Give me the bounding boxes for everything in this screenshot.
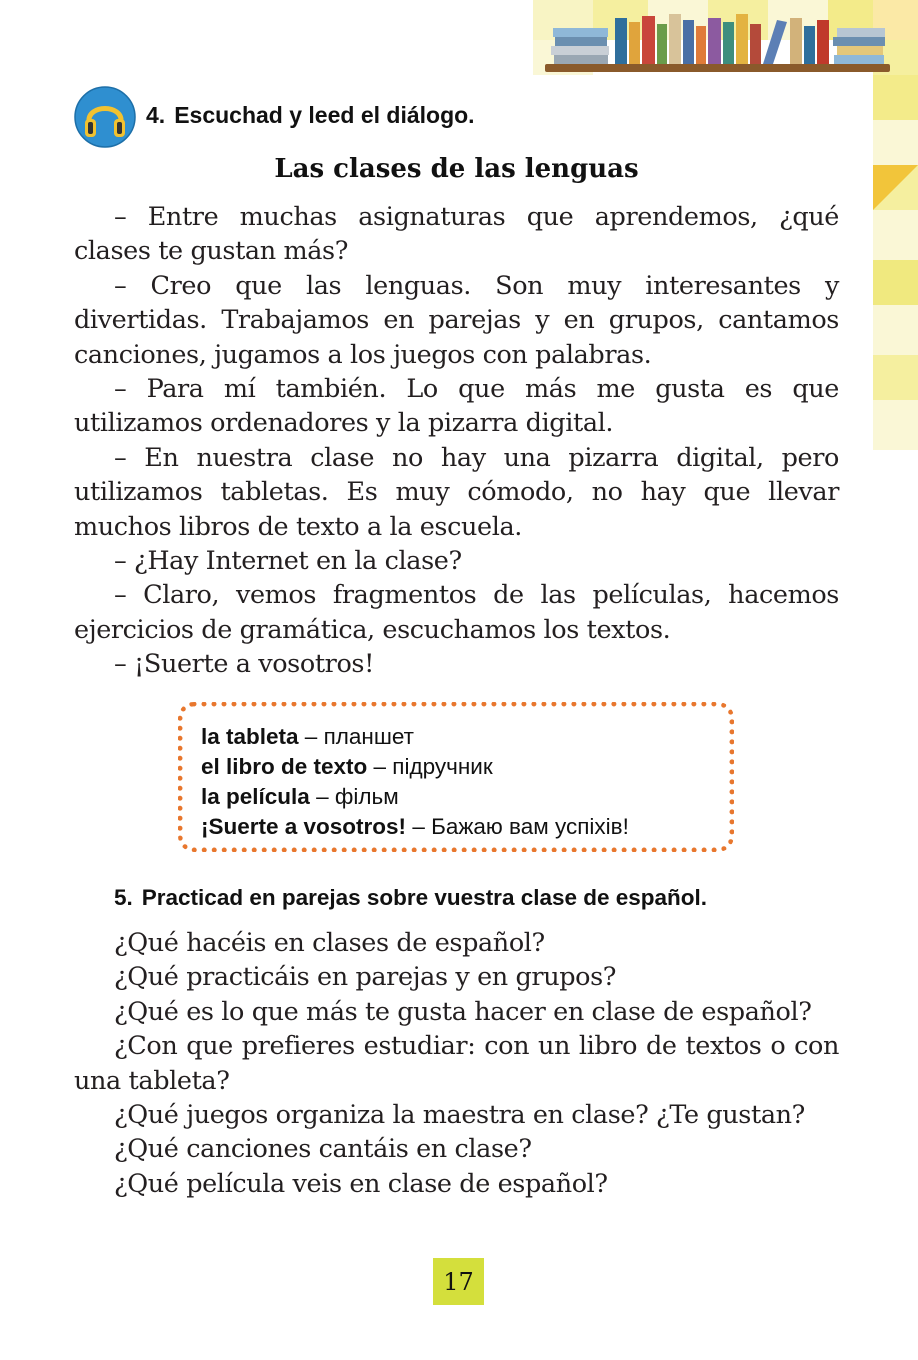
vocab-translation: – підручник [367, 754, 493, 779]
question: ¿Qué juegos organiza la maestra en clase? ¿Te gustan? [114, 1100, 805, 1131]
dialog-line: – ¿Hay Internet en la clase? [114, 546, 462, 577]
task-instruction: Escuchad y leed el diálogo. [174, 102, 475, 128]
dialog-title: Las clases de las lenguas [274, 154, 639, 184]
task-number: 5. [114, 885, 133, 910]
question: ¿Qué canciones cantáis en clase? [114, 1134, 532, 1165]
vocab-entry [201, 782, 729, 812]
dialog-line: – Para mí también. Lo que más me gusta es que utilizamos ordenadores y la pizarra digital. [74, 374, 839, 439]
page-number: 17 [433, 1258, 484, 1305]
vocab-translation: – фільм [309, 784, 399, 809]
dialog-line: – Creo que las lenguas. Son muy interesantes y divertidas. Trabajamos en parejas y en grupos, cantamos canciones, jugamos a los juegos con palabras. [74, 270, 839, 370]
dialog-line: – Claro, vemos fragmentos de las películas, hacemos ejercicios de gramática, escuchamos los textos. [74, 580, 839, 645]
headphones-icon[interactable] [74, 86, 136, 148]
vocab-term: la tableta [201, 724, 299, 749]
vocab-term: la película [201, 784, 310, 809]
task-5-heading [114, 885, 707, 911]
question: ¿Qué película veis en clase de español? [114, 1168, 608, 1199]
question-list [74, 926, 839, 1201]
vocab-translation: – планшет [298, 724, 414, 749]
task-4-heading [146, 102, 475, 129]
bookshelf-illustration [545, 8, 890, 74]
dialog-line: – Entre muchas asignaturas que aprendemos, ¿qué clases te gustan más? [74, 202, 839, 267]
vocab-term: ¡Suerte a vosotros! [201, 814, 407, 839]
dialog-line: – ¡Suerte a vosotros! [114, 649, 374, 680]
dialog-text [74, 200, 839, 682]
question: ¿Qué es lo que más te gusta hacer en clase de español? [114, 996, 812, 1027]
task-instruction: Practicad en parejas sobre vuestra clase de español. [141, 885, 708, 910]
vocab-translation: – Бажаю вам успіхів! [406, 814, 629, 839]
question: ¿Qué practicáis en parejas y en grupos? [114, 962, 617, 993]
vocab-term: el libro de texto [201, 754, 368, 779]
vocab-entry [201, 752, 729, 782]
vocab-entry [201, 812, 729, 842]
dialog-line: – En nuestra clase no hay una pizarra digital, pero utilizamos tabletas. Es muy cómodo, no hay que llevar muchos libros de texto a la escuela. [74, 442, 839, 542]
vocab-entry [201, 722, 729, 752]
question: ¿Con que prefieres estudiar: con un libro de textos o con una tableta? [74, 1031, 839, 1096]
vocabulary-box [178, 702, 734, 852]
question: ¿Qué hacéis en clases de español? [114, 928, 545, 958]
task-number: 4. [146, 102, 166, 128]
